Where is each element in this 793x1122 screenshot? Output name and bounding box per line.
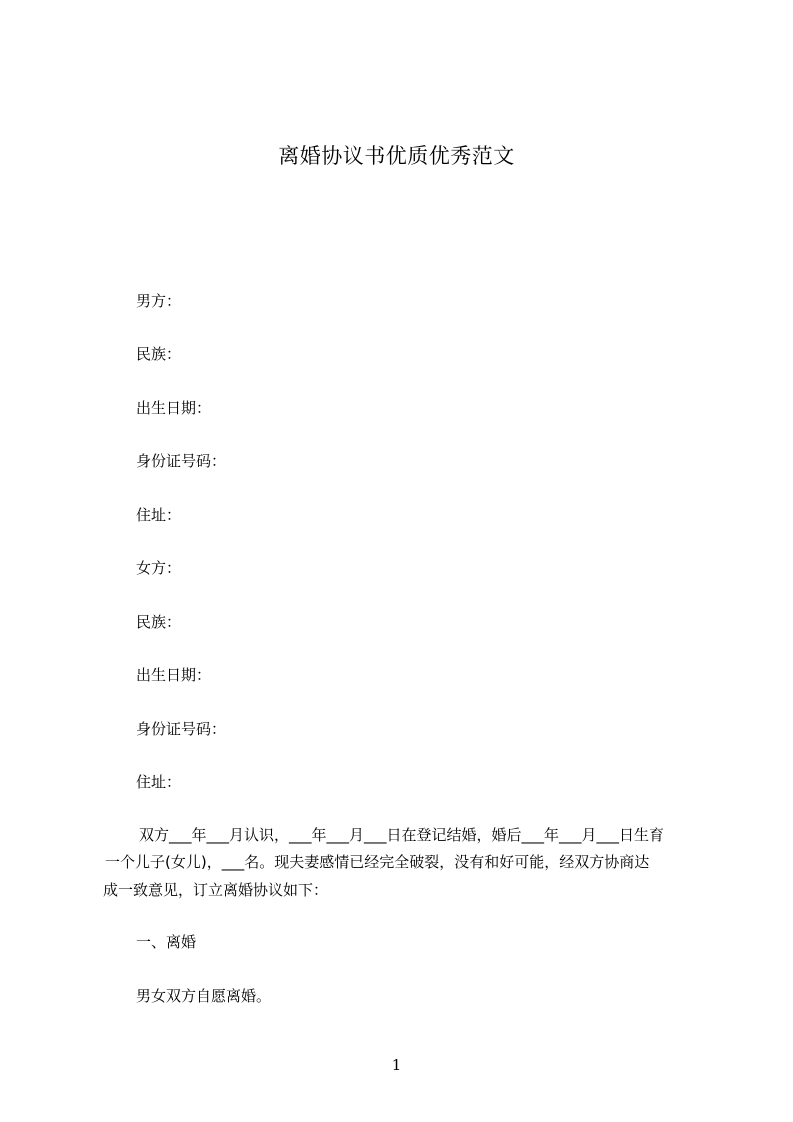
page-number: 1	[391, 1056, 402, 1074]
intro-line: 成一致意见，订立离婚协议如下：	[103, 881, 329, 899]
field-female-address: 住址：	[136, 773, 182, 791]
field-male-id-number: 身份证号码：	[136, 452, 227, 470]
document-title: 离婚协议书优质优秀范文	[278, 144, 515, 168]
field-male-ethnicity: 民族：	[136, 345, 182, 363]
field-female-birthdate: 出生日期：	[136, 666, 212, 684]
intro-line: 双方___年___月认识，___年___月___日在登记结婚，婚后___年___月___日生育	[139, 826, 665, 844]
field-female-id-number: 身份证号码：	[136, 720, 227, 738]
section-body: 男女双方自愿离婚。	[136, 987, 272, 1005]
intro-line: 一个儿子(女儿)，___名。现夫妻感情已经完全破裂，没有和好可能，经双方协商达	[105, 853, 650, 871]
field-male-birthdate: 出生日期：	[136, 399, 212, 417]
field-male-party: 男方：	[136, 292, 182, 310]
field-male-address: 住址：	[136, 506, 182, 524]
field-female-party: 女方：	[136, 559, 182, 577]
field-female-ethnicity: 民族：	[136, 613, 182, 631]
section-heading: 一、离婚	[136, 933, 197, 951]
